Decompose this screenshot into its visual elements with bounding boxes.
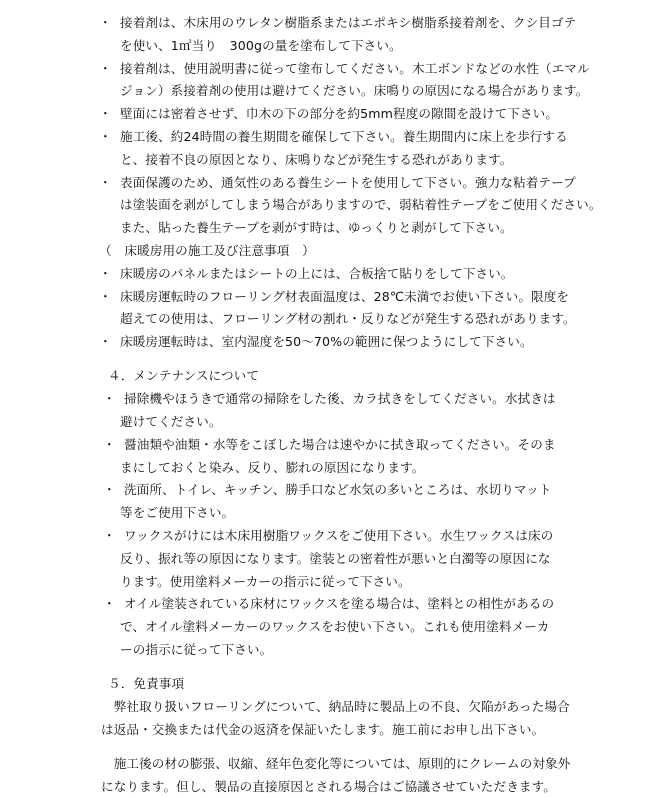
text-line — [0, 639, 670, 662]
line-text: 超えての使用は、フローリング材の割れ・反りなどが発生する恐れがあります。 — [120, 311, 576, 327]
text-line — [0, 194, 670, 217]
bullet-mark: ・ — [99, 15, 112, 30]
bullet-mark: ・ — [99, 128, 112, 144]
paragraph-gap — [0, 662, 670, 673]
line-text: 床暖房のパネルまたはシートの上には、合板捨て貼りをして下さい。 — [120, 265, 514, 281]
text-line — [0, 217, 670, 240]
bullet-mark: ・ — [99, 265, 112, 281]
bullet-line — [0, 593, 670, 616]
line-text: を使い、1㎡当り 300gの量を塗布して下さい。 — [120, 37, 402, 53]
line-text: ーの指示に従って下さい。 — [120, 641, 273, 657]
line-text: まにしておくと染み、反り、膨れの原因になります。 — [120, 459, 425, 475]
line-text: 床暖房運転時は、室内湿度を50～70%の範囲に保つようにして下さい。 — [120, 334, 533, 350]
bullet-line — [0, 103, 670, 126]
line-text: 表面保護のため、通気性のある養生シートを使用して下さい。強力な粘着テープ — [120, 174, 576, 190]
line-text: は塗装面を剥がしてしまう場合がありますので、弱粘着性テープをご使用ください。 — [120, 197, 602, 213]
text-line — [0, 719, 670, 742]
line-text: になります。但し、製品の直接原因とされる場合はご協議させていただきます。 — [101, 778, 556, 794]
text-line — [0, 80, 670, 103]
text-line — [0, 548, 670, 571]
text-line — [0, 571, 670, 594]
bullet-line — [0, 434, 670, 457]
line-text: 反り、振れ等の原因になります。塗装との密着性が悪いと白濁等の原因にな — [120, 550, 551, 566]
line-text: 醤油類や油類・水等をこぼした場合は速やかに拭き取ってください。そのま — [124, 436, 556, 452]
bullet-line — [0, 286, 670, 309]
text-line — [0, 616, 670, 639]
text-line — [0, 411, 670, 434]
document-page — [0, 12, 670, 798]
line-text: 掃除機やほうきで通常の掃除をした後、カラ拭きをしてください。水拭きは — [124, 391, 556, 407]
text-line — [0, 457, 670, 480]
bullet-mark: ・ — [99, 334, 112, 350]
bullet-line — [0, 479, 670, 502]
bullet-line — [0, 331, 670, 354]
bullet-line — [0, 388, 670, 411]
line-text: ５．免責事項 — [108, 676, 185, 692]
text-line — [0, 365, 670, 388]
line-text: で、オイル塗料メーカーのワックスをお使い下さい。これも使用塗料メーカ — [120, 619, 550, 635]
line-text: 等をご使用下さい。 — [120, 505, 235, 521]
line-text: 壁面には密着させず、巾木の下の部分を約5mm程度の隙間を設けて下さい。 — [120, 106, 559, 122]
bullet-line — [0, 126, 670, 149]
bullet-mark: ・ — [103, 527, 116, 543]
line-text: 弊社取り扱いフローリングについて、納品時に製品上の不良、欠陥があった場合 — [101, 698, 570, 714]
bullet-mark: ・ — [99, 288, 112, 304]
paragraph-gap — [0, 741, 670, 752]
line-text: は返品・交換または代金の返済を保証いたします。施工前にお申し出下さい。 — [101, 721, 545, 737]
text-line — [0, 696, 670, 719]
line-text: 接着剤は、木床用のウレタン樹脂系またはエポキシ樹脂系接着剤を、クシ目ゴテ — [120, 15, 577, 30]
bullet-mark: ・ — [99, 106, 112, 122]
bullet-mark: ・ — [103, 482, 116, 498]
bullet-line — [0, 58, 670, 81]
line-text: ります。使用塗料メーカーの指示に従って下さい。 — [120, 573, 411, 589]
bullet-mark: ・ — [103, 436, 116, 452]
line-text: また、貼った養生テープを剥がす時は、ゆっくりと剥がして下さい。 — [120, 220, 513, 236]
text-line — [0, 502, 670, 525]
line-text: と、接着不良の原因となり、床鳴りなどが発生する恐れがあります。 — [120, 151, 513, 167]
line-text: 施工後、約24時間の養生期間を確保して下さい。養生期間内に床上を歩行する — [120, 128, 568, 144]
paragraph-gap — [0, 354, 670, 365]
text-line — [0, 776, 670, 798]
bullet-mark: ・ — [103, 391, 116, 407]
bullet-line — [0, 172, 670, 195]
line-text: ４．メンテナンスについて — [108, 368, 260, 384]
text-line — [0, 308, 670, 331]
text-line — [0, 149, 670, 172]
text-line — [0, 673, 670, 696]
line-text: 避けてください。 — [120, 413, 222, 429]
bullet-mark: ・ — [99, 174, 112, 190]
text-line — [0, 35, 670, 58]
bullet-line — [0, 12, 670, 35]
line-text: オイル塗装されている床材にワックスを塗る場合は、塗料との相性があるの — [124, 596, 555, 612]
bullet-mark: ・ — [103, 596, 116, 612]
text-line — [0, 240, 670, 263]
bullet-line — [0, 263, 670, 286]
line-text: 施工後の材の膨張、収縮、経年色変化等については、原則的にクレームの対象外 — [101, 755, 571, 771]
bullet-mark: ・ — [99, 60, 112, 76]
line-text: （ 床暖房用の施工及び注意事項 ） — [99, 242, 315, 258]
line-text: 洗面所、トイレ、キッチン、勝手口など水気の多いところは、水切りマット — [124, 482, 552, 498]
line-text: ワックスがけには木床用樹脂ワックスをご使用下さい。水生ワックスは床の — [124, 527, 554, 543]
text-line — [0, 753, 670, 776]
line-text: ジョン）系接着剤の使用は避けてください。床鳴りの原因になる場合があります。 — [120, 83, 589, 99]
line-text: 床暖房運転時のフローリング材表面温度は、28℃未満でお使い下さい。限度を — [120, 288, 570, 304]
bullet-line — [0, 525, 670, 548]
line-text: 接着剤は、使用説明書に従って塗布してください。木工ボンドなどの水性（エマル — [120, 60, 590, 76]
